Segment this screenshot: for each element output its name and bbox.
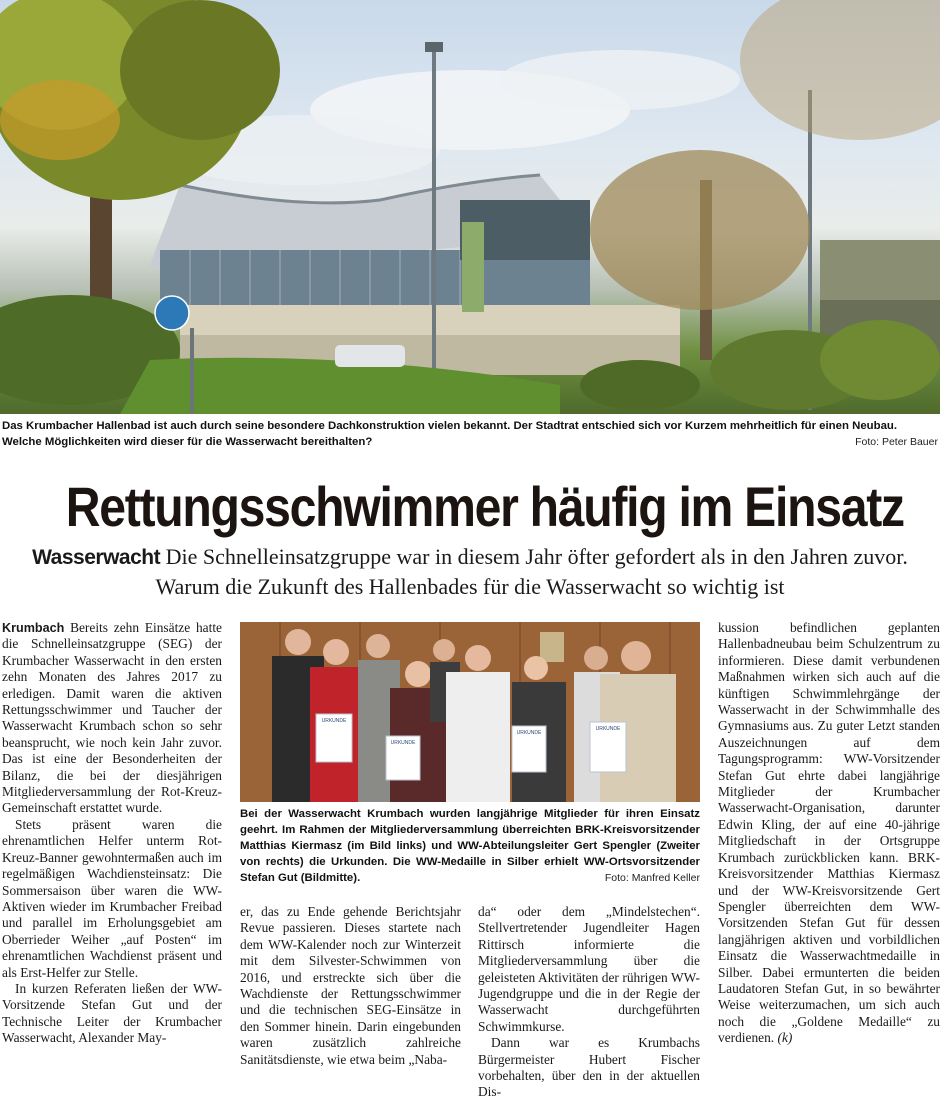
certificate-label: URKUNDE: [321, 718, 347, 724]
paragraph: [2, 620, 222, 817]
paragraph: Stets präsent waren die ehrenamtlichen Helfer unterm Rot-Kreuz-Banner gewohntermaßen auch im regelmäßigen Wachdiensteinsatz: Die Sommersaison über waren die WW-Aktiven wieder im Krumbacher Freibad und parallel im Erholungsgebiet am Oberrieder Weiher „auf Posten“ im ehrenamtlichen Wachdienst präsent und als Erst-Helfer zur Stelle.: [2, 816, 222, 980]
top-photo-caption: [2, 418, 938, 450]
group-photo-credit: Foto: Manfred Keller: [604, 872, 700, 884]
article-column-2: [240, 904, 461, 1068]
certificate-label: URKUNDE: [516, 730, 542, 736]
pool-building-illustration: [0, 0, 940, 414]
group-photo-caption-text: Bei der Wasserwacht Krumbach wurden langjährige Mitglieder für ihren Einsatz geehrt. Im Rahmen der Mitgliederversammlung überreichten BRK-Kreisvorsitzender Matthias Kiermasz (im Bild links) und WW-Abteilungsleiter Gert Spengler (Zweiter von rechts) die Urkunden. Die WW-Medaille in Silber erhielt WW-Ortsvorsitzender Stefan Gut (Bildmitte).: [240, 808, 700, 884]
paragraph: In kurzen Referaten ließen der WW-Vorsitzende Stefan Gut und der Technische Leiter der Krumbacher Wasserwacht, Alexander May-: [2, 980, 222, 1046]
award-group-photo: [240, 622, 700, 802]
subhead-kicker: Wasserwacht: [32, 546, 161, 569]
top-photo-credit: Foto: Peter Bauer: [855, 436, 938, 448]
pool-building-photo: [0, 0, 940, 414]
paragraph: da“ oder dem „Mindelstechen“. Stellvertretender Jugendleiter Hagen Rittirsch informierte die Mitgliederversammlung über die geleisteten Aktivitäten der rührigen WW-Jugendgruppe und die in der Regie der Wasserwacht durchgeführten Schwimmkurse.: [478, 904, 700, 1034]
article-column-3: [478, 904, 700, 1101]
top-photo-caption-text: Das Krumbacher Hallenbad ist auch durch seine besondere Dachkonstruktion vielen bekannt. Der Stadtrat entschied sich vor Kurzem mehrheitlich für einen Neubau. Welche Möglichkeiten wird dieser für die Wasserwacht bereithalten?: [2, 420, 898, 448]
paragraph-text: kussion befindlichen geplanten Hallenbadneubau beim Schulzentrum zu informieren. Diese damit verbundenen Maßnahmen wirken sich auch auf die künftigen Schwimmlehrgänge der Wasserwacht in der Schwimmhalle des Gymnasiums aus. Zu guter Letzt standen Auszeichnungen auf dem Tagungsprogramm: WW-Vorsitzender Stefan Gut ehrte dabei langjährige Mitglieder der Krumbacher Wasserwacht-Organisation, darunter Edwin Kling, der auf eine 40-jährige Mitgliedschaft in der Ortsgruppe Krumbach zurückblicken kann. BRK-Kreisvorsitzender Matthias Kiermasz und der WW-Kreisvorsitzende Gert Spengler überreichten dem WW-Vorsitzenden Stefan Gut für dessen langjährigen aktiven und vorbildlichen Einsatz die Wasserwachtmedaille in Silber. Dabei ermunterten die beiden Laudatoren Stefan Gut, in so bewährter Weise weiterzumachen, um sich auch noch die „Goldene Medaille“ zu verdienen.: [718, 620, 940, 1046]
group-photo-caption: [240, 806, 700, 886]
article-column-4: [718, 620, 940, 1047]
paragraph: Dann war es Krumbachs Bürgermeister Hubert Fischer vorbehalten, über den in der aktuellen Dis-: [478, 1035, 700, 1100]
award-group-illustration: [240, 622, 700, 802]
headline: Rettungsschwimmer häufig im Einsatz: [65, 475, 904, 538]
certificate-label: URKUNDE: [595, 726, 621, 732]
certificate-label: URKUNDE: [390, 740, 416, 746]
paragraph: [718, 620, 940, 1047]
author-signature: (k): [777, 1030, 793, 1046]
article-column-1: [2, 620, 222, 1047]
paragraph-text: Bereits zehn Einsätze hatte die Schnelleinsatzgruppe (SEG) der Krumbacher Wasserwacht in den ersten zehn Monaten des Jahres 2017 zu erledigen. Damit waren die aktiven Rettungsschwimmer und Taucher der Wasserwacht Krumbach schon so sehr beansprucht, wie noch kein Jahr zuvor. Das ist eine der Besonderheiten der Bilanz, die bei der diesjährigen Mitgliederversammlung der Rot-Kreuz-Gemeinschaft erstattet wurde.: [2, 620, 222, 816]
paragraph: er, das zu Ende gehende Berichtsjahr Revue passieren. Dieses startete nach dem WW-Kalender noch zur Winterzeit mit dem Silvester-Schwimmen von 2016, und erstreckte sich über die Wachdienste der Rettungsschwimmer und die technischen SEG-Einsätze in den Sommer hinein. Darin eingebunden waren zusätzlich zahlreiche Sanitätsdienste, wie etwa beim „Naba-: [240, 904, 461, 1067]
subheadline: [14, 542, 926, 601]
dateline: Krumbach: [2, 621, 65, 635]
subhead-text: Die Schnelleinsatzgruppe war in diesem Jahr öfter gefordert als in den Jahren zuvor. Warum die Zukunft des Hallenbades für die Wasserwacht so wichtig ist: [155, 544, 908, 599]
